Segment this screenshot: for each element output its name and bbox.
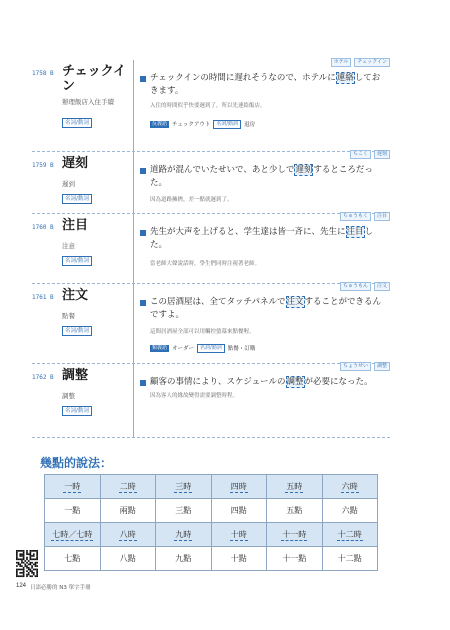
vocab-entry [32,364,390,438]
entry-example-column [140,152,390,213]
sentence-text: することができるんですよ。 [150,297,382,320]
chinese-time: 四點 [230,506,247,515]
example-sentence [150,226,388,252]
entry-number: 1760 B [32,224,54,231]
chinese-time: 十一點 [282,554,307,563]
table-row [45,523,378,547]
audio-chip[interactable]: 注目 [374,212,390,221]
chinese-time: 兩點 [119,506,136,515]
sentence-text: するところだった。 [150,165,373,188]
sentence-text: この居酒屋は、全てタッチパネルで [150,297,286,307]
sentence-text: 先生が大声を上げると、学生達は皆一斉に、先生に [150,227,346,237]
table-cell [322,475,378,499]
entry-translation: 遲到 [62,180,75,188]
audio-track-labels [340,362,390,371]
table-cell [267,547,323,571]
related-word-badge: 類義語 [152,345,168,351]
entry-number: 1762 B [32,374,54,381]
highlighted-word: 連絡 [336,73,354,83]
entry-example-column [140,284,390,363]
example-sentence [150,296,388,322]
table-cell [45,475,101,499]
audio-chip[interactable]: ちょうせい [340,362,371,371]
entry-word: 調整 [62,368,89,383]
entry-word-column [32,284,134,363]
audio-track-labels [350,150,390,159]
related-word-tag: 名詞/動詞 [197,344,225,353]
chinese-time: 六點 [341,506,358,515]
related-word-translation: 點餐・訂購 [227,345,256,352]
entry-word-column [32,60,134,151]
entry-example-column [140,214,390,283]
highlighted-word: 遅刻 [295,165,313,175]
japanese-time: 三時 [175,481,192,491]
square-bullet-icon [140,380,146,386]
page-number: 124 [16,583,27,589]
table-cell [100,523,156,547]
related-word-text: チェックアウト [172,121,211,128]
entry-word: チェックイン [62,64,126,94]
audio-chip[interactable]: 注文 [374,282,390,291]
part-of-speech-tag: 名詞/動詞 [62,118,92,128]
sentence-translation: 因為道路擁擠，差一點就遲到了。 [150,197,233,203]
audio-chip[interactable]: ホテル [331,58,352,67]
table-cell [45,523,101,547]
table-cell [45,547,101,571]
related-word [150,120,255,129]
example-sentence [150,376,388,389]
table-cell [211,523,267,547]
sentence-text: しておきます。 [150,73,381,96]
japanese-time: 十一時 [282,529,307,539]
table-cell [267,475,323,499]
square-bullet-icon [140,76,146,82]
audio-chip[interactable]: 遅刻 [374,150,390,159]
audio-chip[interactable]: ちゅうもく [340,212,371,221]
related-word-text: オーダー [172,345,195,352]
entry-number: 1758 B [32,70,54,77]
part-of-speech-tag: 名詞/動詞 [62,256,92,266]
section-title: 幾點的說法： [40,456,113,470]
table-cell [322,547,378,571]
audio-track-labels [340,212,390,221]
table-cell [322,499,378,523]
sentence-translation: 因為客人的緣故變得需要調整時程。 [150,393,239,399]
vocab-entry [32,214,390,284]
highlighted-word: 注目 [346,227,364,237]
japanese-time: 一時 [64,481,81,491]
sentence-translation: 入住的時間似乎快要遲到了，所以先連絡飯店。 [150,103,266,109]
audio-chip[interactable]: ちゅうもん [340,282,371,291]
sentence-text: 顧客の事情により、スケジュールの [150,377,286,387]
part-of-speech-tag: 名詞/動詞 [62,406,92,416]
table-cell [45,499,101,523]
audio-chip[interactable]: ちこく [350,150,371,159]
table-cell [322,523,378,547]
qr-code-icon[interactable] [16,550,38,578]
table-cell [100,499,156,523]
japanese-time: 四時 [230,481,247,491]
sentence-translation: 這間居酒屋全部可以用觸控螢幕來點餐喔。 [150,329,255,335]
table-cell [156,523,212,547]
audio-chip[interactable]: チェックイン [354,58,390,67]
entry-example-column [140,364,390,437]
chinese-time: 三點 [175,506,192,515]
related-word-translation: 退房 [244,121,256,128]
sentence-text: 道路が混んでいたせいで、あと少しで [150,165,295,175]
table-cell [211,547,267,571]
entry-word: 注文 [62,288,89,303]
japanese-time: 十二時 [337,529,362,539]
table-cell [211,475,267,499]
related-word-badge: 反義語 [152,121,168,127]
chinese-time: 七點 [64,554,81,563]
entry-word: 遅刻 [62,156,89,171]
japanese-time: 十時 [230,529,247,539]
entry-number: 1761 B [32,294,54,301]
part-of-speech-tag: 名詞/動詞 [62,194,92,204]
entry-word-column [32,214,134,283]
entry-number: 1759 B [32,162,54,169]
table-cell [211,499,267,523]
table-cell [100,547,156,571]
highlighted-word: 注文 [286,297,304,307]
table-cell [156,547,212,571]
vocab-entry [32,60,390,152]
chinese-time: 五點 [286,506,303,515]
entry-translation: 點餐 [62,312,75,320]
chinese-time: 十二點 [337,554,362,563]
related-word-tag: 名詞/動詞 [213,120,241,129]
entry-translation: 辦理飯店入住手續 [62,98,114,106]
highlighted-word: 調整 [286,377,304,387]
table-cell [267,523,323,547]
time-table [44,474,378,571]
japanese-time: 五時 [286,481,303,491]
chinese-time: 八點 [119,554,136,563]
japanese-time: 八時 [119,529,136,539]
entry-word-column [32,364,134,437]
related-word [150,344,255,353]
vocab-entry [32,284,390,364]
chinese-time: 九點 [175,554,192,563]
table-cell [156,499,212,523]
square-bullet-icon [140,300,146,306]
part-of-speech-tag: 名詞/動詞 [62,326,92,336]
entry-word: 注目 [62,218,89,233]
vocab-entry [32,152,390,214]
sentence-translation: 當老師大聲說話時，學生們同時注視著老師。 [150,261,261,267]
sentence-text: チェックインの時間に遅れそうなので、ホテルに [150,73,336,83]
table-cell [100,475,156,499]
table-row [45,547,378,571]
square-bullet-icon [140,168,146,174]
square-bullet-icon [140,230,146,236]
japanese-time: 九時 [175,529,192,539]
japanese-time: 二時 [119,481,136,491]
audio-track-labels [340,282,390,291]
sentence-text: した。 [150,227,374,250]
chinese-time: 一點 [64,506,81,515]
entry-translation: 注意 [62,242,75,250]
japanese-time: 七時／七時 [52,529,93,539]
chinese-time: 十點 [230,554,247,563]
entry-example-column [140,60,390,151]
table-cell [267,499,323,523]
example-sentence [150,72,388,98]
audio-track-labels [331,58,390,67]
entry-translation: 調整 [62,392,75,400]
table-row [45,499,378,523]
japanese-time: 六時 [341,481,358,491]
footer-book-title: 日語必勝的 N3 單字手冊 [30,585,91,591]
example-sentence [150,164,388,190]
sentence-text: が必要になった。 [304,377,373,387]
table-cell [156,475,212,499]
entry-word-column [32,152,134,213]
table-row [45,475,378,499]
audio-chip[interactable]: 調整 [374,362,390,371]
